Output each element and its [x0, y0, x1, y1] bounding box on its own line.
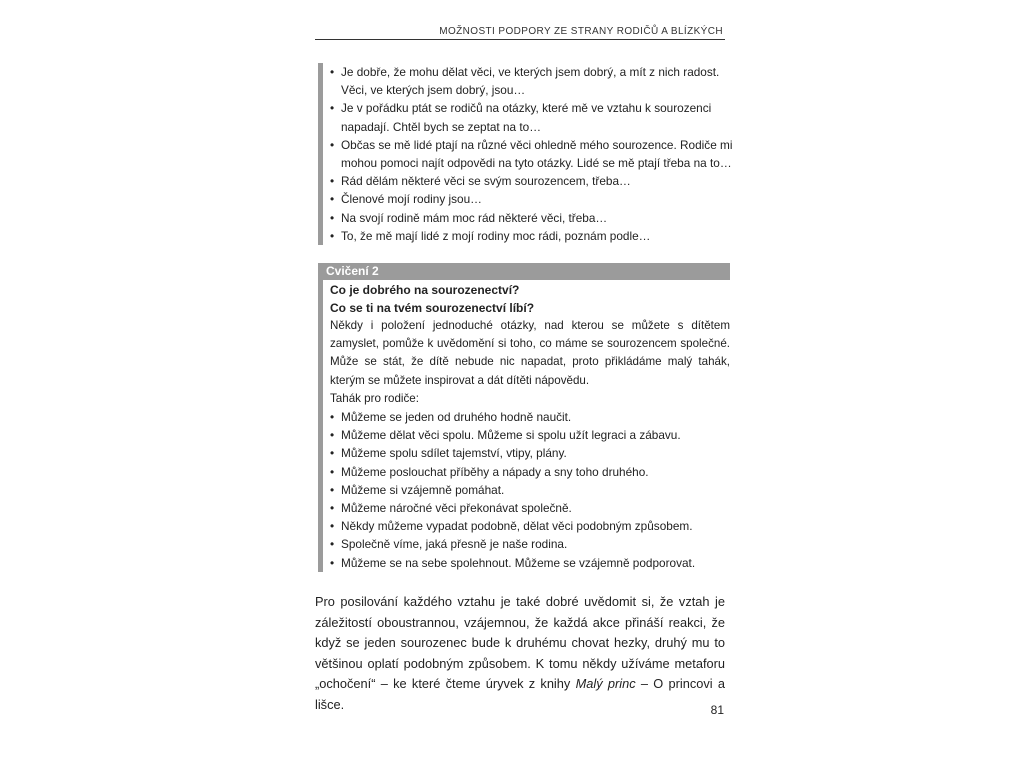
- bullet-icon: •: [330, 537, 335, 552]
- bullet-icon: •: [330, 65, 335, 79]
- list-item: • Můžeme si vzájemně pomáhat.: [330, 481, 730, 499]
- exercise-question-2: Co se ti na tvém sourozenectví líbí?: [330, 301, 535, 315]
- crib-label: Tahák pro rodiče:: [330, 391, 419, 405]
- list-item: • Můžeme se na sebe spolehnout. Můžeme se vzájemně podporovat.: [330, 554, 730, 572]
- list-item: • Můžeme dělat věci spolu. Můžeme si spolu užít legraci a zábavu.: [330, 426, 730, 444]
- bullet-icon: •: [330, 210, 335, 225]
- list-item: • Můžeme se jeden od druhého hodně naučit.: [330, 408, 730, 426]
- bullet-icon: •: [330, 228, 335, 243]
- list-item: • To, že mě mají lidé z mojí rodiny moc rádi, poznám podle…: [330, 227, 737, 245]
- bullet-icon: •: [330, 482, 335, 497]
- bullet-icon: •: [330, 519, 335, 534]
- list-item: • Můžeme náročné věci překonávat společně.: [330, 499, 730, 517]
- exercise-intro: Někdy i položení jednoduché otázky, nad kterou se můžete s dítětem zamyslet, pomůže k uvědomění si toho, co máme se sourozencem společné. Může se stát, že dítě nebude nic napadat, proto přikládáme malý tahák, kterým se můžete inspirovat a dát dítěti nápovědu.: [330, 319, 730, 387]
- exercise-box: [318, 263, 730, 572]
- exercise-body: [323, 280, 730, 572]
- bullet-icon: •: [330, 428, 335, 443]
- book-title: Malý princ: [575, 676, 636, 692]
- page-header: [315, 25, 725, 40]
- list-item: • Společně víme, jaká přesně je naše rodina.: [330, 535, 730, 553]
- list-item: • Je dobře, že mohu dělat věci, ve kterých jsem dobrý, a mít z nich radost. Věci, ve kterých jsem dobrý, jsou…: [330, 65, 720, 98]
- bullet-icon: •: [330, 410, 335, 425]
- running-title: MOŽNOSTI PODPORY ZE STRANY RODIČŮ A BLÍZKÝCH: [439, 26, 723, 37]
- bullet-icon: •: [330, 137, 335, 152]
- page-number: 81: [710, 703, 724, 717]
- sentence-starters-list: [330, 63, 737, 245]
- bullet-icon: •: [330, 101, 335, 116]
- list-item: • Můžeme poslouchat příběhy a nápady a sny toho druhého.: [330, 463, 730, 481]
- bullet-icon: •: [330, 192, 335, 207]
- bullet-icon: •: [330, 174, 335, 189]
- list-item: • Můžeme spolu sdílet tajemství, vtipy, plány.: [330, 444, 730, 462]
- crib-list: [330, 408, 730, 572]
- body-paragraph: Pro posilování každého vztahu je také dobré uvědomit si, že vztah je záležitostí oboustrannou, vzájemnou, že každá akce přináší reakci, že když se jeden sourozenec bude k druhému chovat hezky, druhý mu to většinou oplatí podobným způsobem. K tomu někdy užíváme metaforu „ochočení“ – ke které čteme úryvek z knihy Malý princ – O princovi a lišce.: [315, 594, 726, 712]
- list-item: • Členové mojí rodiny jsou…: [330, 190, 737, 208]
- exercise-title: Cvičení 2: [318, 263, 730, 280]
- list-item: • Na svojí rodině mám moc rád některé věci, třeba…: [330, 209, 737, 227]
- list-item: • Je v pořádku ptát se rodičů na otázky, které mě ve vztahu k sourozenci napadají. Chtěl bych se zeptat na to…: [330, 101, 712, 134]
- list-item: • Někdy můžeme vypadat podobně, dělat věci podobným způsobem.: [330, 517, 730, 535]
- bullet-icon: •: [330, 555, 335, 570]
- bullet-icon: •: [330, 446, 335, 461]
- exercise-question-1: Co je dobrého na sourozenectví?: [330, 283, 520, 297]
- list-item: • Občas se mě lidé ptají na různé věci ohledně mého sourozence. Rodiče mi mohou pomoci najít odpovědi na tyto otázky. Lidé se mě ptají třeba na to…: [330, 137, 733, 171]
- bullet-icon: •: [330, 501, 335, 516]
- bullet-icon: •: [330, 464, 335, 479]
- sentence-starters-block: [318, 63, 737, 245]
- list-item: • Rád dělám některé věci se svým sourozencem, třeba…: [330, 172, 737, 190]
